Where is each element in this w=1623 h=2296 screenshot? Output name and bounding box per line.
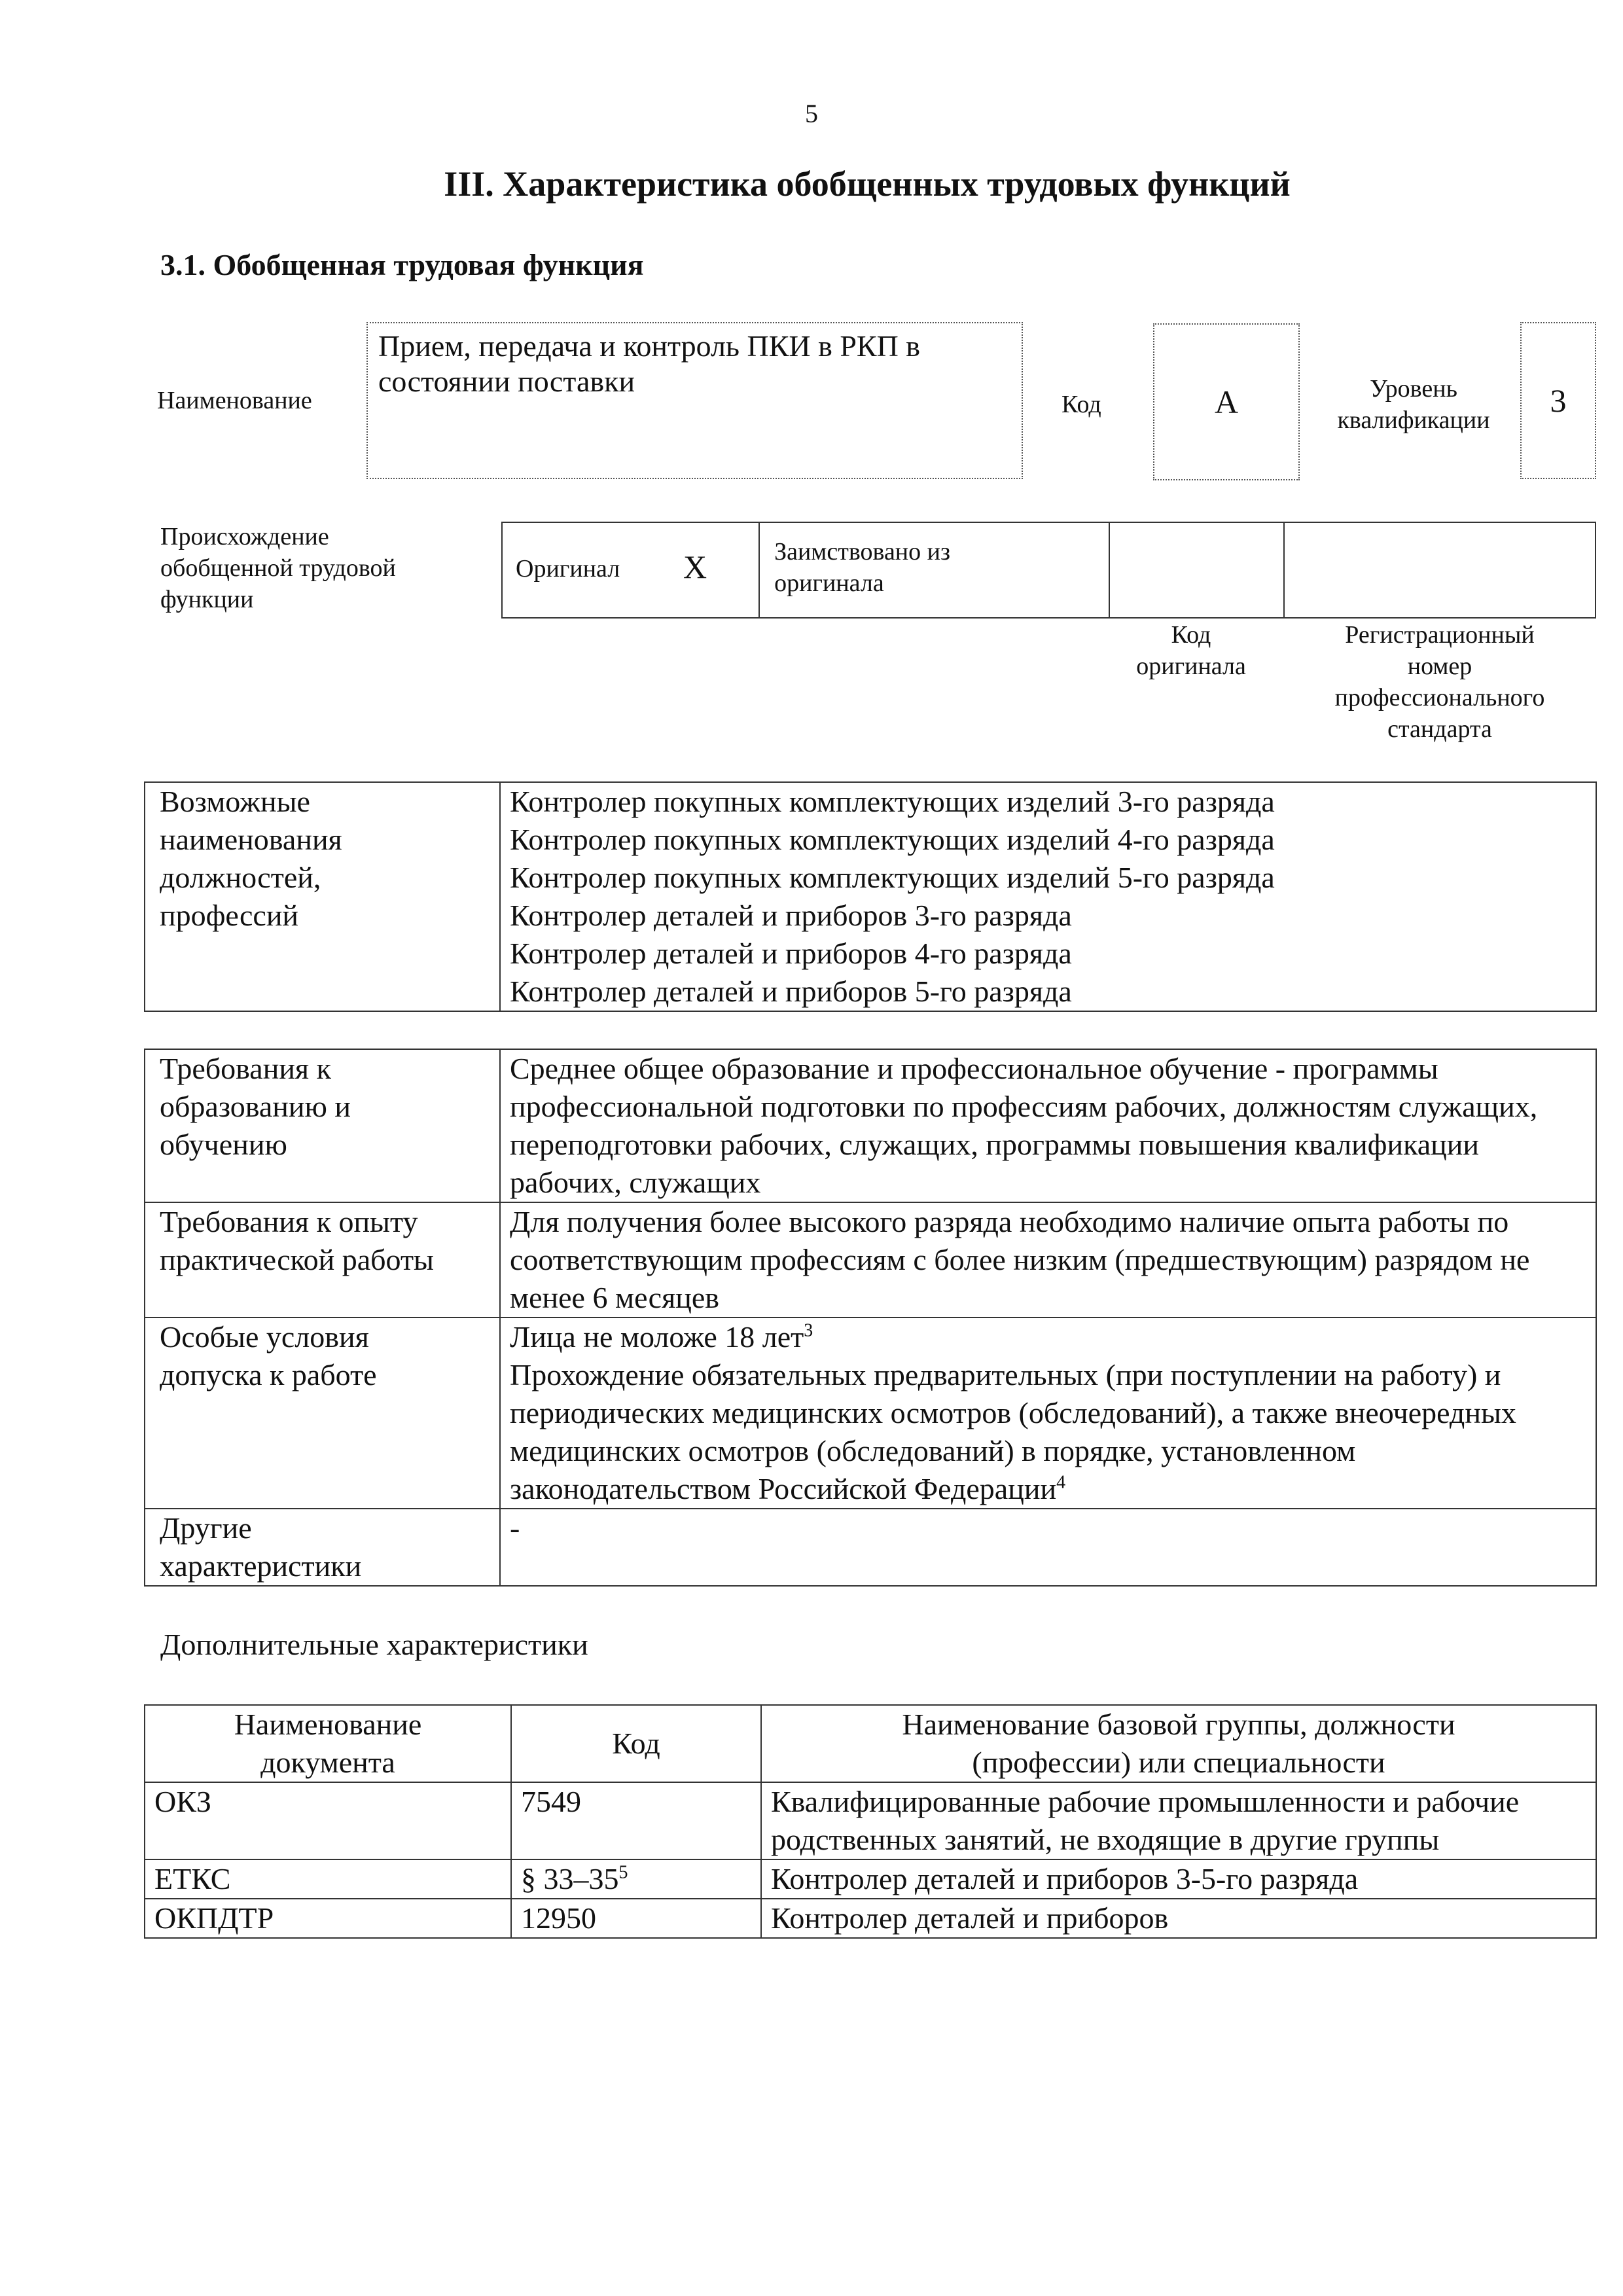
- function-name-box: [366, 322, 1023, 479]
- positions-row: [145, 782, 1596, 1011]
- code-caption-line-2: оригинала: [1136, 653, 1246, 680]
- origin-row: [501, 522, 1596, 619]
- col-name-header-line-2: (профессии) или специальности: [972, 1746, 1385, 1779]
- code-box: [1153, 323, 1300, 480]
- borrowed-label: [774, 536, 950, 599]
- table-row: [145, 1859, 1596, 1899]
- code-caption: [1113, 619, 1270, 682]
- education-label-cell: [145, 1049, 500, 1202]
- registration-number-cell: [1285, 523, 1595, 617]
- level-label-line-2: квалификации: [1337, 406, 1490, 434]
- subsection-title: 3.1. Обобщенная трудовая функция: [160, 248, 644, 281]
- level-box: [1520, 322, 1596, 479]
- additional-table: [144, 1704, 1597, 1939]
- row-code: 12950: [511, 1899, 761, 1938]
- footnote-ref-3: 3: [804, 1320, 813, 1341]
- positions-label-line-4: профессий: [160, 899, 299, 932]
- row-name: Контролер деталей и приборов: [761, 1899, 1596, 1938]
- positions-list-cell: [500, 782, 1596, 1011]
- col-doc-header: [145, 1705, 511, 1782]
- function-name-value: Прием, передача и контроль ПКИ в РКП в состоянии поставки: [378, 329, 921, 398]
- row-name: Контролер деталей и приборов 3-5-го разряда: [761, 1859, 1596, 1899]
- col-doc-header-line-2: документа: [260, 1746, 395, 1779]
- row-name: Квалифицированные рабочие промышленности и рабочие родственных занятий, не входящие в другие группы: [761, 1782, 1596, 1859]
- reg-caption-line-4: стандарта: [1387, 715, 1492, 743]
- code-caption-line-1: Код: [1171, 621, 1211, 649]
- origin-label: [160, 521, 396, 615]
- section-title: III. Характеристика обобщенных трудовых функций: [444, 164, 1291, 204]
- age-requirement: Лица не моложе 18 лет: [510, 1320, 804, 1354]
- borrowed-label-line-2: оригинала: [774, 569, 884, 597]
- education-row: [145, 1049, 1596, 1202]
- experience-value: Для получения более высокого разряда необходимо наличие опыта работы по соответствующим профессиям с более низким (предшествующим) разрядом не менее 6 месяцев: [500, 1202, 1596, 1318]
- registration-caption: [1283, 619, 1597, 745]
- footnote-ref-5: 5: [618, 1862, 628, 1883]
- reg-caption-line-2: номер: [1407, 653, 1472, 680]
- origin-label-line-3: функции: [160, 586, 254, 613]
- row-doc: ОКЗ: [145, 1782, 511, 1859]
- positions-label-line-2: наименования: [160, 823, 342, 856]
- positions-table: [144, 781, 1597, 1012]
- education-value: Среднее общее образование и профессиональное обучение - программы профессиональной подготовки по профессиям рабочих, должностям служащих, переподготовки рабочих, служащих, программы повышения квалификации рабочих, служащих: [500, 1049, 1596, 1202]
- col-code-header: Код: [511, 1705, 761, 1782]
- row-doc: ОКПДТР: [145, 1899, 511, 1938]
- experience-label-line-1: Требования к опыту: [160, 1205, 418, 1238]
- conditions-label-line-1: Особые условия: [160, 1320, 369, 1354]
- name-label: Наименование: [157, 387, 312, 414]
- additional-header-row: [145, 1705, 1596, 1782]
- origin-label-line-2: обобщенной трудовой: [160, 554, 396, 582]
- other-label-cell: [145, 1509, 500, 1586]
- position-item: Контролер деталей и приборов 5-го разряда: [510, 975, 1072, 1008]
- borrowed-label-line-1: Заимствовано из: [774, 538, 950, 565]
- other-row: [145, 1509, 1596, 1586]
- level-label-line-1: Уровень: [1370, 375, 1457, 403]
- education-label-line-1: Требования к: [160, 1052, 331, 1085]
- original-code-cell: [1110, 523, 1285, 617]
- borrowed-cell: [760, 523, 1110, 617]
- requirements-table: [144, 1049, 1597, 1587]
- position-item: Контролер покупных комплектующих изделий 3-го разряда: [510, 785, 1275, 818]
- positions-label-cell: [145, 782, 500, 1011]
- conditions-value-1: [510, 1318, 1586, 1356]
- code-label: Код: [1061, 391, 1101, 418]
- education-label-line-3: обучению: [160, 1128, 287, 1161]
- page-number: 5: [805, 99, 818, 128]
- col-name-header-line-1: Наименование базовой группы, должности: [902, 1708, 1455, 1741]
- position-item: Контролер деталей и приборов 4-го разряда: [510, 937, 1072, 970]
- position-item: Контролер покупных комплектующих изделий 4-го разряда: [510, 823, 1275, 856]
- position-item: Контролер деталей и приборов 3-го разряда: [510, 899, 1072, 932]
- experience-label-line-2: практической работы: [160, 1243, 434, 1276]
- row-doc: ЕТКС: [145, 1859, 511, 1899]
- col-name-header: [761, 1705, 1596, 1782]
- original-label: Оригинал: [516, 555, 620, 583]
- table-row: [145, 1899, 1596, 1938]
- conditions-value-cell: [500, 1318, 1596, 1509]
- code-value: А: [1214, 384, 1239, 420]
- original-mark: Х: [683, 548, 707, 585]
- reg-caption-line-1: Регистрационный: [1345, 621, 1535, 649]
- other-label-line-1: Другие: [160, 1511, 252, 1545]
- positions-label-line-1: Возможные: [160, 785, 310, 818]
- medical-requirement: Прохождение обязательных предварительных (при поступлении на работу) и периодических медицинских осмотров (обследований), а также внеочередных медицинских осмотров (обследований) в порядке, установленном законодательством Российской Федерации: [510, 1358, 1516, 1505]
- other-label-line-2: характеристики: [160, 1549, 362, 1583]
- table-row: [145, 1782, 1596, 1859]
- additional-title: Дополнительные характеристики: [160, 1628, 588, 1661]
- row-code-cell: [511, 1859, 761, 1899]
- col-doc-header-line-1: Наименование: [234, 1708, 422, 1741]
- conditions-value-2: [510, 1356, 1586, 1508]
- education-label-line-2: образованию и: [160, 1090, 351, 1123]
- row-code: § 33–35: [521, 1862, 619, 1895]
- level-value: 3: [1550, 382, 1567, 419]
- row-code: 7549: [511, 1782, 761, 1859]
- position-item: Контролер покупных комплектующих изделий 5-го разряда: [510, 861, 1275, 894]
- level-label: [1315, 373, 1512, 436]
- other-value: -: [500, 1509, 1596, 1586]
- experience-row: [145, 1202, 1596, 1318]
- conditions-label-line-2: допуска к работе: [160, 1358, 377, 1391]
- origin-label-line-1: Происхождение: [160, 523, 329, 550]
- footnote-ref-4: 4: [1056, 1472, 1066, 1493]
- conditions-label-cell: [145, 1318, 500, 1509]
- reg-caption-line-3: профессионального: [1334, 684, 1545, 711]
- conditions-row: [145, 1318, 1596, 1509]
- original-cell: [503, 523, 760, 617]
- experience-label-cell: [145, 1202, 500, 1318]
- positions-label-line-3: должностей,: [160, 861, 321, 894]
